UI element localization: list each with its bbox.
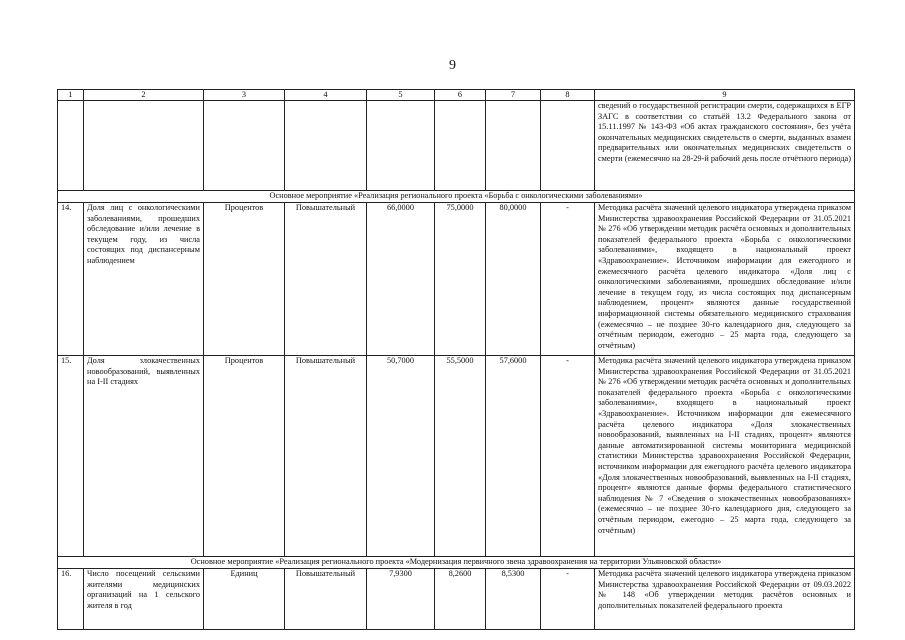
header-cell: 3: [204, 90, 285, 101]
section-row: [58, 191, 855, 203]
indicators-table: [57, 89, 855, 630]
value-cell: 8,5300: [486, 569, 541, 630]
value-cell: 55,5000: [435, 356, 486, 557]
cell-empty: [486, 101, 541, 191]
section-title: Основное мероприятие «Реализация регионального проекта «Модернизация первичного звена здравоохранения на территории Ульяновской области»: [58, 557, 855, 569]
unit-cell: Процентов: [204, 203, 285, 356]
value-cell: -: [541, 203, 595, 356]
row-number: 14.: [58, 203, 84, 356]
section-row: [58, 557, 855, 569]
indicator-name: Доля лиц с онкологическими заболеваниями, прошедших обследование и/или лечение в текущем году, из числа состоящих под диспансерным наблюдением: [84, 203, 204, 356]
methodology-cell: Методика расчёта значений целевого индикатора утверждена приказом Министерства здравоохранения Российской Федерации от 31.05.2021 № 276 «Об утверждении методик расчёта основных и дополнительных показателей федерального проекта «Борьба с онкологическими заболеваниями», входящего в национальный проект «Здравоохранение». Источником информации для ежегодного и ежемесячного расчёта целевого индикатора «Доля лиц с онкологическими заболеваниями, прошедших обследование и/или лечение в текущем году, из числа состоящих под диспансерным наблюдением, процент» являются данные государственной информационной системы обязательного медицинского страхования (ежемесячно – не позднее 30-го календарного дня, следующего за отчётным периодом, ежегодно – 25 марта года, следующего за отчётным): [595, 203, 855, 356]
direction-cell: Повышательный: [285, 203, 367, 356]
cell-empty: [435, 101, 486, 191]
value-cell: 50,7000: [367, 356, 435, 557]
header-cell: 6: [435, 90, 486, 101]
cell-empty: [204, 101, 285, 191]
value-cell: -: [541, 569, 595, 630]
indicator-name: Доля злокачественных новообразований, выявленных на I-II стадиях: [84, 356, 204, 557]
methodology-cell: сведений о государственной регистрации смерти, содержащихся в ЕГР ЗАГС в соответствии со статьёй 13.2 Федерального закона от 15.11.1997 № 143-ФЗ «Об актах гражданского состояния», без учёта окончательных медицинских свидетельств о смерти, выданных взамен предварительных или окончательных медицинских свидетельств о смерти (ежемесячно на 28-29-й рабочий день после отчётного периода): [595, 101, 855, 191]
value-cell: -: [541, 356, 595, 557]
direction-cell: Повышательный: [285, 356, 367, 557]
row-number: 15.: [58, 356, 84, 557]
header-cell: 4: [285, 90, 367, 101]
value-cell: 66,0000: [367, 203, 435, 356]
value-cell: 57,6000: [486, 356, 541, 557]
header-cell: 9: [595, 90, 855, 101]
section-title: Основное мероприятие «Реализация регионального проекта «Борьба с онкологическими заболеваниями»: [58, 191, 855, 203]
value-cell: 80,0000: [486, 203, 541, 356]
header-cell: 7: [486, 90, 541, 101]
page-number: 9: [449, 58, 456, 73]
value-cell: 8,2600: [435, 569, 486, 630]
header-cell: 8: [541, 90, 595, 101]
header-cell: 1: [58, 90, 84, 101]
table-row: [58, 569, 855, 630]
header-cell: 2: [84, 90, 204, 101]
row-number: 16.: [58, 569, 84, 630]
cell-empty: [541, 101, 595, 191]
unit-cell: Единиц: [204, 569, 285, 630]
cell-empty: [285, 101, 367, 191]
methodology-cell: Методика расчёта значений целевого индикатора утверждена приказом Министерства здравоохранения Российской Федерации от 09.03.2022 № 148 «Об утверждении методик расчётов основных и дополнительных показателей федерального проекта: [595, 569, 855, 630]
value-cell: 7,9300: [367, 569, 435, 630]
table-header-row: [58, 90, 855, 101]
direction-cell: Повышательный: [285, 569, 367, 630]
value-cell: 75,0000: [435, 203, 486, 356]
unit-cell: Процентов: [204, 356, 285, 557]
table-row: [58, 203, 855, 356]
table-row: [58, 356, 855, 557]
table-row-continuation: [58, 101, 855, 191]
indicator-name: Число посещений сельскими жителями медицинских организаций на 1 сельского жителя в год: [84, 569, 204, 630]
cell-empty: [367, 101, 435, 191]
cell-empty: [58, 101, 84, 191]
cell-empty: [84, 101, 204, 191]
methodology-cell: Методика расчёта значений целевого индикатора утверждена приказом Министерства здравоохранения Российской Федерации от 31.05.2021 № 276 «Об утверждении методик расчёта основных и дополнительных показателей федерального проекта «Борьба с онкологическими заболеваниями», входящего в национальный проект «Здравоохранение». Источником информации для ежемесячного расчёта целевого индикатора «Доля злокачественных новообразований, выявленных на I-II стадиях, процент» являются данные автоматизированной системы мониторинга медицинской статистики Министерства здравоохранения Российской Федерации, источником информации для ежегодного расчёта целевого индикатора «Доля злокачественных новообразований, выявленных на I-II стадиях, процент» являются данные формы федерального статистического наблюдения № 7 «Сведения о злокачественных новообразованиях» (ежемесячно – не позднее 30-го календарного дня, следующего за отчётным периодом, ежегодно – 25 марта года, следующего за отчётным): [595, 356, 855, 557]
header-cell: 5: [367, 90, 435, 101]
